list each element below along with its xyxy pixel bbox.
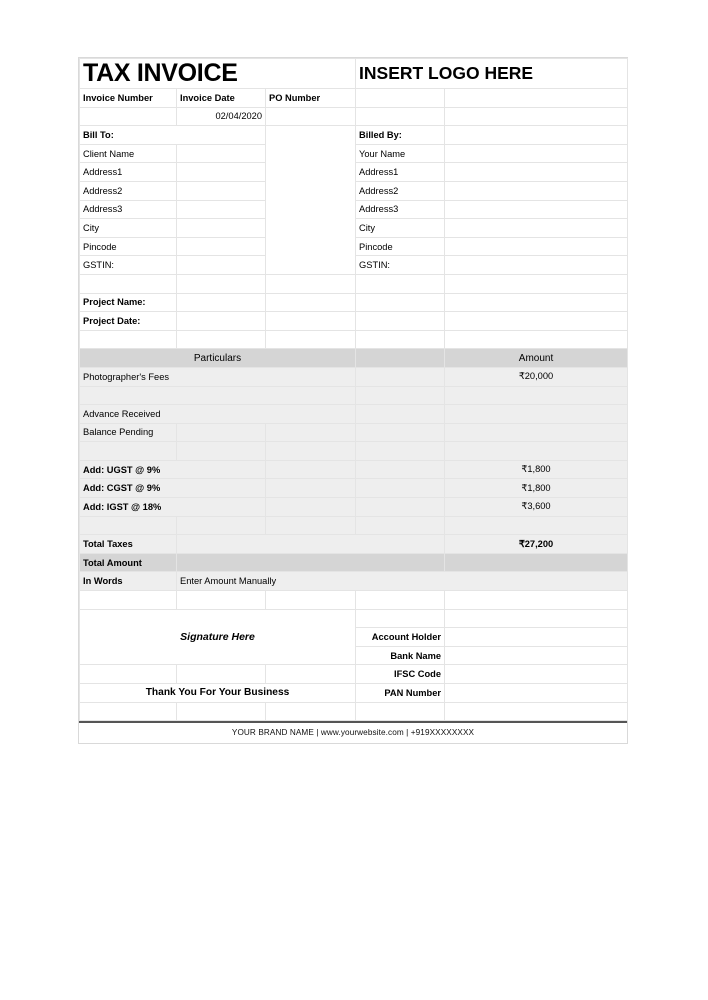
invoice-date-label: Invoice Date: [177, 89, 266, 108]
spacer-cell: [80, 442, 177, 461]
line-item-row: [80, 405, 628, 424]
total-taxes-spacer: [177, 535, 445, 554]
bill-to-label-4: City: [80, 219, 177, 238]
in-words-value[interactable]: Enter Amount Manually: [177, 572, 628, 591]
project-date-row: [80, 312, 628, 331]
spacer-cell: [445, 293, 628, 312]
invoice-table: [79, 58, 628, 721]
particulars-header: Particulars: [80, 349, 356, 368]
spacer-cell: [266, 591, 356, 610]
page-title: TAX INVOICE: [80, 59, 356, 89]
spacer-cell: [445, 591, 628, 610]
billed-by-label-0: Your Name: [356, 144, 445, 163]
bill-to-label-1: Address1: [80, 163, 177, 182]
project-name-row: [80, 293, 628, 312]
particulars-header-spacer: [356, 349, 445, 368]
tax-label-1: Add: CGST @ 9%: [80, 479, 266, 498]
spacer-cell: [356, 591, 445, 610]
spacer-cell: [445, 516, 628, 535]
tax-spacer-row: [80, 516, 628, 535]
billed-by-value-0[interactable]: [445, 144, 628, 163]
spacer-row: [80, 591, 628, 610]
spacer-cell: [177, 516, 266, 535]
line-item-row: [80, 386, 628, 405]
bill-to-label-3: Address3: [80, 200, 177, 219]
meta-value-row: [80, 107, 628, 126]
spacer-cell: [356, 516, 445, 535]
billed-by-heading-spacer: [445, 126, 628, 145]
bill-to-value-4[interactable]: [177, 219, 266, 238]
line-item-amount-1[interactable]: [445, 386, 628, 405]
bill-to-value-5[interactable]: [177, 237, 266, 256]
line-item-cell-3c: [266, 423, 356, 442]
billed-by-label-4: City: [356, 219, 445, 238]
total-taxes-label: Total Taxes: [80, 535, 177, 554]
billed-by-value-5[interactable]: [445, 237, 628, 256]
total-taxes-row: [80, 535, 628, 554]
footer-spacer-b: [177, 665, 266, 684]
billed-by-value-1[interactable]: [445, 163, 628, 182]
spacer-cell: [80, 274, 177, 293]
line-item-amount-2[interactable]: [445, 405, 628, 424]
spacer-cell: [80, 516, 177, 535]
project-date-label: Project Date:: [80, 312, 177, 331]
bill-to-label-2: Address2: [80, 181, 177, 200]
spacer-cell: [356, 442, 445, 461]
billed-by-value-3[interactable]: [445, 200, 628, 219]
spacer-cell: [445, 442, 628, 461]
bank-value-2[interactable]: [445, 665, 628, 684]
tax-spacer-1a: [266, 479, 356, 498]
invoice-number-label: Invoice Number: [80, 89, 177, 108]
invoice-sheet: [78, 57, 628, 744]
thanks-row: [80, 684, 628, 703]
spacer-cell: [266, 442, 356, 461]
brand-footer: YOUR BRAND NAME | www.yourwebsite.com | +919XXXXXXXX: [231, 728, 475, 738]
tax-spacer-1b: [356, 479, 445, 498]
invoice-date-value[interactable]: 02/04/2020: [177, 107, 266, 126]
tax-spacer-0a: [266, 460, 356, 479]
signature-placeholder: Signature Here: [80, 609, 356, 665]
spacer-cell: [266, 293, 356, 312]
footer-spacer-a: [80, 665, 177, 684]
line-item-label-1[interactable]: [80, 386, 356, 405]
spacer-cell: [356, 702, 445, 721]
project-date-value[interactable]: [177, 312, 266, 331]
line-item-amount-3[interactable]: [445, 423, 628, 442]
billed-by-value-6[interactable]: [445, 256, 628, 275]
parties-heading-row: [80, 126, 628, 145]
line-item-row: [80, 367, 628, 386]
footer-spacer-c: [266, 665, 356, 684]
bill-to-heading: Bill To:: [80, 126, 266, 145]
po-number-value[interactable]: [266, 107, 356, 126]
line-item-label-3[interactable]: Balance Pending: [80, 423, 177, 442]
total-taxes-amount: ₹27,200: [445, 535, 628, 554]
spacer-cell: [356, 312, 445, 331]
spacer-cell: [445, 312, 628, 331]
spacer-cell: [445, 274, 628, 293]
billed-by-label-3: Address3: [356, 200, 445, 219]
signature-row-1: [80, 609, 628, 628]
bank-value-0[interactable]: [445, 628, 628, 647]
tax-row: [80, 460, 628, 479]
bill-to-label-6: GSTIN:: [80, 256, 177, 275]
line-item-spacer-3: [356, 423, 445, 442]
tax-spacer-0b: [356, 460, 445, 479]
in-words-label: In Words: [80, 572, 177, 591]
meta-value-spacer-2: [445, 107, 628, 126]
bill-to-value-2[interactable]: [177, 181, 266, 200]
bank-value-1[interactable]: [445, 646, 628, 665]
spacer-cell: [177, 702, 266, 721]
invoice-number-value[interactable]: [80, 107, 177, 126]
line-items-header-row: [80, 349, 628, 368]
line-item-cell-3b: [177, 423, 266, 442]
line-item-spacer-row: [80, 442, 628, 461]
billed-by-label-1: Address1: [356, 163, 445, 182]
spacer-cell: [356, 293, 445, 312]
tax-amount-0[interactable]: ₹1,800: [445, 460, 628, 479]
spacer-cell: [80, 330, 177, 349]
spacer-cell: [445, 702, 628, 721]
spacer-cell: [266, 516, 356, 535]
bill-to-label-0: Client Name: [80, 144, 177, 163]
bank-value-3[interactable]: [445, 684, 628, 703]
tax-amount-1[interactable]: ₹1,800: [445, 479, 628, 498]
spacer-cell: [356, 274, 445, 293]
spacer-row: [80, 330, 628, 349]
po-number-label: PO Number: [266, 89, 356, 108]
bank-label-0: Account Holder: [356, 628, 445, 647]
line-item-label-0[interactable]: Photographer's Fees: [80, 367, 356, 386]
spacer-cell: [445, 330, 628, 349]
spacer-cell: [266, 330, 356, 349]
spacer-cell: [356, 330, 445, 349]
billed-by-label-5: Pincode: [356, 237, 445, 256]
total-amount-value: [445, 553, 628, 572]
bill-to-value-6[interactable]: [177, 256, 266, 275]
bill-to-value-0[interactable]: [177, 144, 266, 163]
parties-middle-spacer: [266, 126, 356, 275]
logo-placeholder: INSERT LOGO HERE: [356, 59, 628, 89]
spacer-cell: [266, 312, 356, 331]
bill-to-value-3[interactable]: [177, 200, 266, 219]
total-amount-spacer: [177, 553, 445, 572]
total-amount-label: Total Amount: [80, 553, 177, 572]
line-item-spacer-2: [356, 405, 445, 424]
spacer-cell: [177, 591, 266, 610]
total-amount-row: [80, 553, 628, 572]
meta-header-spacer-2: [445, 89, 628, 108]
tax-spacer-2a: [266, 498, 356, 517]
line-item-amount-0[interactable]: ₹20,000: [445, 367, 628, 386]
line-item-row: [80, 423, 628, 442]
tax-label-2: Add: IGST @ 18%: [80, 498, 266, 517]
tax-spacer-2b: [356, 498, 445, 517]
tax-amount-2[interactable]: ₹3,600: [445, 498, 628, 517]
bill-to-value-1[interactable]: [177, 163, 266, 182]
spacer-row: [80, 702, 628, 721]
title-row: [80, 59, 628, 89]
tax-row: [80, 498, 628, 517]
spacer-cell: [177, 442, 266, 461]
bank-label-2: IFSC Code: [356, 665, 445, 684]
spacer-row: [80, 274, 628, 293]
meta-header-row: [80, 89, 628, 108]
bank-label-3: PAN Number: [356, 684, 445, 703]
line-item-spacer-0: [356, 367, 445, 386]
bank-spacer-value: [445, 609, 628, 628]
meta-value-spacer-1: [356, 107, 445, 126]
line-item-label-2[interactable]: Advance Received: [80, 405, 356, 424]
bill-to-label-5: Pincode: [80, 237, 177, 256]
amount-header: Amount: [445, 349, 628, 368]
billed-by-heading: Billed By:: [356, 126, 445, 145]
billed-by-label-6: GSTIN:: [356, 256, 445, 275]
billed-by-value-2[interactable]: [445, 181, 628, 200]
meta-header-spacer-1: [356, 89, 445, 108]
project-name-value[interactable]: [177, 293, 266, 312]
billed-by-value-4[interactable]: [445, 219, 628, 238]
spacer-cell: [80, 702, 177, 721]
bank-row: [80, 665, 628, 684]
spacer-cell: [266, 702, 356, 721]
bank-spacer-label: [356, 609, 445, 628]
tax-row: [80, 479, 628, 498]
spacer-cell: [177, 330, 266, 349]
tax-label-0: Add: UGST @ 9%: [80, 460, 266, 479]
project-name-label: Project Name:: [80, 293, 177, 312]
spacer-cell: [80, 591, 177, 610]
spacer-cell: [266, 274, 356, 293]
spacer-cell: [177, 274, 266, 293]
in-words-row: [80, 572, 628, 591]
thank-you-message: Thank You For Your Business: [80, 684, 356, 703]
line-item-spacer-1: [356, 386, 445, 405]
billed-by-label-2: Address2: [356, 181, 445, 200]
bank-label-1: Bank Name: [356, 646, 445, 665]
